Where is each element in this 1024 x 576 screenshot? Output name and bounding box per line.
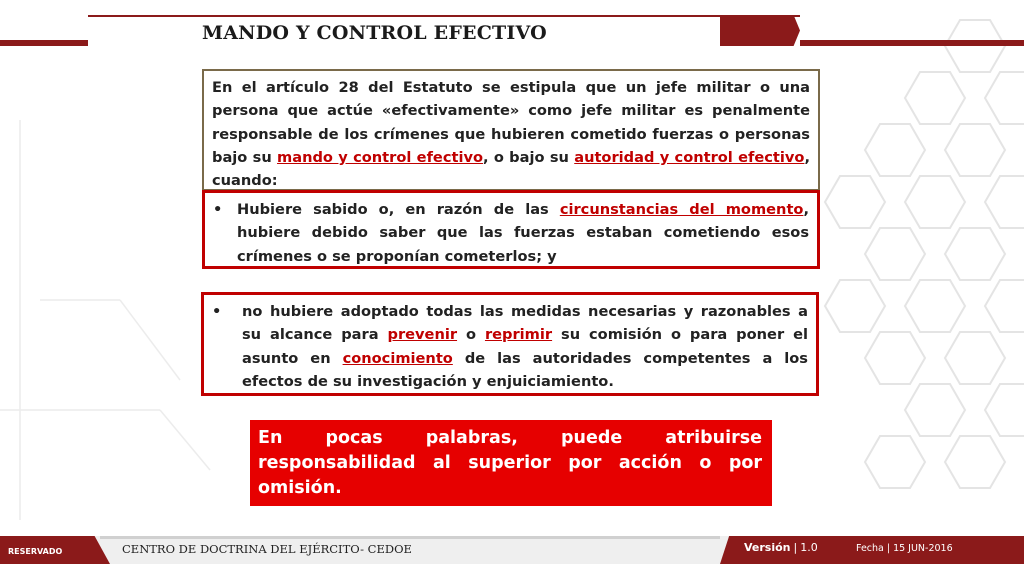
bullet-2-text-a: no hubiere adoptado todas las medidas necesarias y razonables a su alcance para (242, 303, 808, 344)
page-title: MANDO Y CONTROL EFECTIVO (202, 22, 547, 44)
bullet-1-text-b: , hubiere debido saber que las fuerzas estaban cometiendo esos crímenes o se proponían cometerlos; y (237, 201, 809, 265)
bullet-2-text-d: de las autoridades competentes a los efectos de su investigación y enjuiciamiento. (242, 349, 808, 390)
bullet-box-1 (202, 190, 820, 269)
footer-version-label: Versión (744, 541, 791, 554)
bullet-marker: • (212, 303, 222, 320)
bullet-1-highlight-circunstancias: circunstancias del momento (559, 201, 804, 218)
intro-text-b: , o bajo su (482, 148, 575, 166)
bullet-2-highlight-prevenir: prevenir (387, 326, 458, 344)
summary-callout: En pocas palabras, puede atribuirse responsabilidad al superior por acción o por omisión. (250, 420, 772, 506)
bullet-2-text (242, 300, 808, 393)
bullet-2-text-b: o (457, 326, 485, 344)
bullet-2-highlight-reprimir: reprimir (484, 326, 553, 344)
footer-version-value: 1.0 (800, 541, 818, 554)
bullet-box-2 (201, 292, 819, 396)
intro-text-a: En el artículo 28 del Estatuto se estipula que un jefe militar o una persona que actúe «efectivamente» como jefe militar es penalmente responsable de los crímenes que hubieren cometido fuerzas o personas bajo su (212, 79, 810, 166)
bullet-2-highlight-conocimiento: conocimiento (342, 349, 453, 367)
footer-organization: CENTRO DE DOCTRINA DEL EJÉRCITO- CEDOE (122, 542, 412, 556)
bullet-marker: • (213, 201, 223, 218)
footer-bar (0, 536, 1024, 564)
bullet-row-2 (212, 300, 808, 393)
footer-divider (100, 536, 720, 539)
footer-date-value: 15 JUN-2016 (893, 543, 953, 554)
header-arrow-tab (720, 15, 800, 46)
intro-text-c: , cuando: (212, 148, 810, 190)
footer-classification: RESERVADO (8, 547, 63, 556)
bullet-row-1 (213, 198, 809, 268)
footer-version-separator: | (793, 541, 798, 554)
footer-date-label: Fecha (856, 543, 884, 554)
intro-text-box (202, 69, 820, 191)
bullet-2-text-c: su comisión o para poner el asunto en (242, 326, 808, 367)
intro-highlight-mando: mando y control efectivo (277, 148, 483, 166)
footer-date (856, 543, 953, 554)
bullet-1-text-a: Hubiere sabido o, en razón de las (237, 201, 560, 218)
footer-date-separator: | (886, 543, 891, 554)
bullet-1-text (237, 198, 809, 268)
footer-version (744, 541, 818, 554)
intro-highlight-autoridad: autoridad y control efectivo (574, 148, 805, 166)
